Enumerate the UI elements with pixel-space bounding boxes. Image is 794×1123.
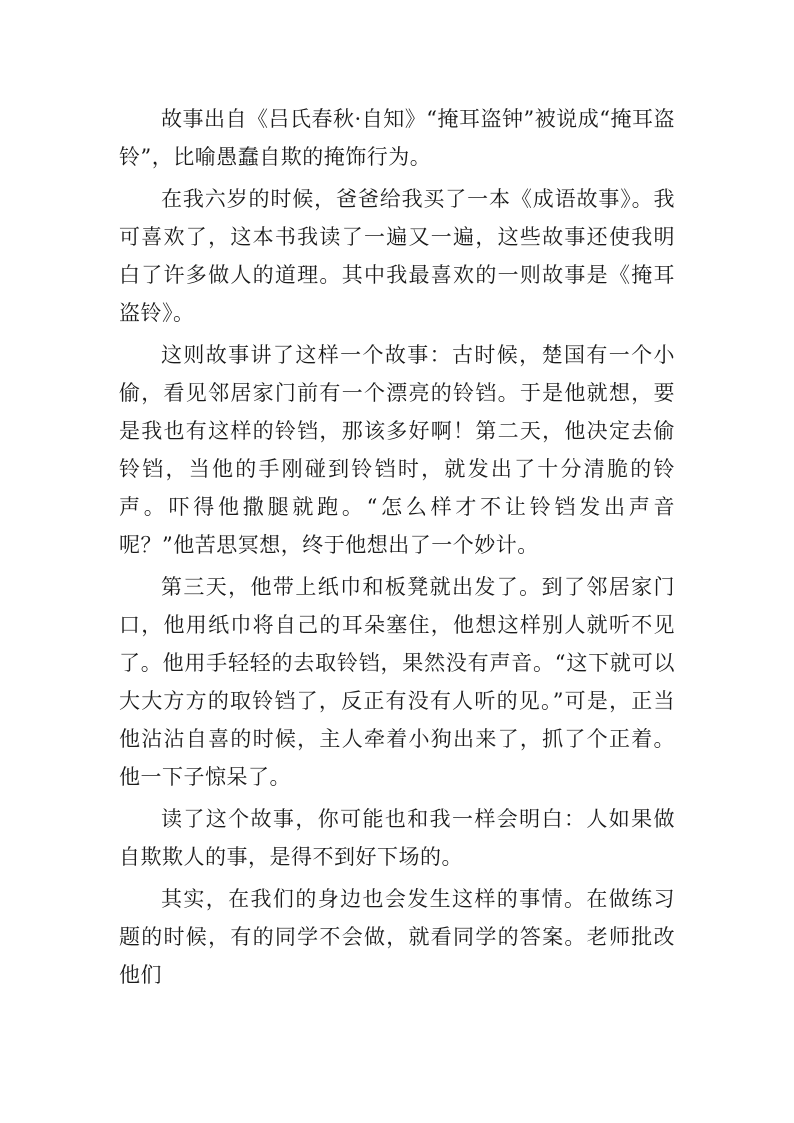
paragraph-story-climax: 第三天，他带上纸巾和板凳就出发了。到了邻居家门口，他用纸巾将自己的耳朵塞住，他想这样别人就听不见了。他用手轻轻的去取铃铛，果然没有声音。“这下就可以大大方方的取铃铛了，反正有没有人听的见。”可是，正当他沾沾自喜的时候，主人牵着小狗出来了，抓了个正着。他一下子惊呆了。 [119, 575, 675, 789]
paragraph-reflection: 其实，在我们的身边也会发生这样的事情。在做练习题的时候，有的同学不会做，就看同学的答案。老师批改他们 [119, 887, 675, 987]
paragraph-lesson: 读了这个故事，你可能也和我一样会明白：人如果做自欺欺人的事，是得不到好下场的。 [119, 807, 675, 869]
paragraph-origin: 故事出自《吕氏春秋·自知》“掩耳盗钟”被说成“掩耳盗铃”，比喻愚蠢自欺的掩饰行为。 [119, 107, 675, 169]
document-body [119, 100, 675, 998]
paragraph-story-intro: 这则故事讲了这样一个故事：古时候，楚国有一个小偷，看见邻居家门前有一个漂亮的铃铛。于是他就想，要是我也有这样的铃铛，那该多好啊！第二天，他决定去偷铃铛，当他的手刚碰到铃铛时，就发出了十分清脆的铃声。吓得他撒腿就跑。“怎么样才不让铃铛发出声音呢？”他苦思冥想，终于他想出了一个妙计。 [119, 343, 675, 557]
paragraph-childhood: 在我六岁的时候，爸爸给我买了一本《成语故事》。我可喜欢了，这本书我读了一遍又一遍，这些故事还使我明白了许多做人的道理。其中我最喜欢的一则故事是《掩耳盗铃》。 [119, 187, 675, 325]
